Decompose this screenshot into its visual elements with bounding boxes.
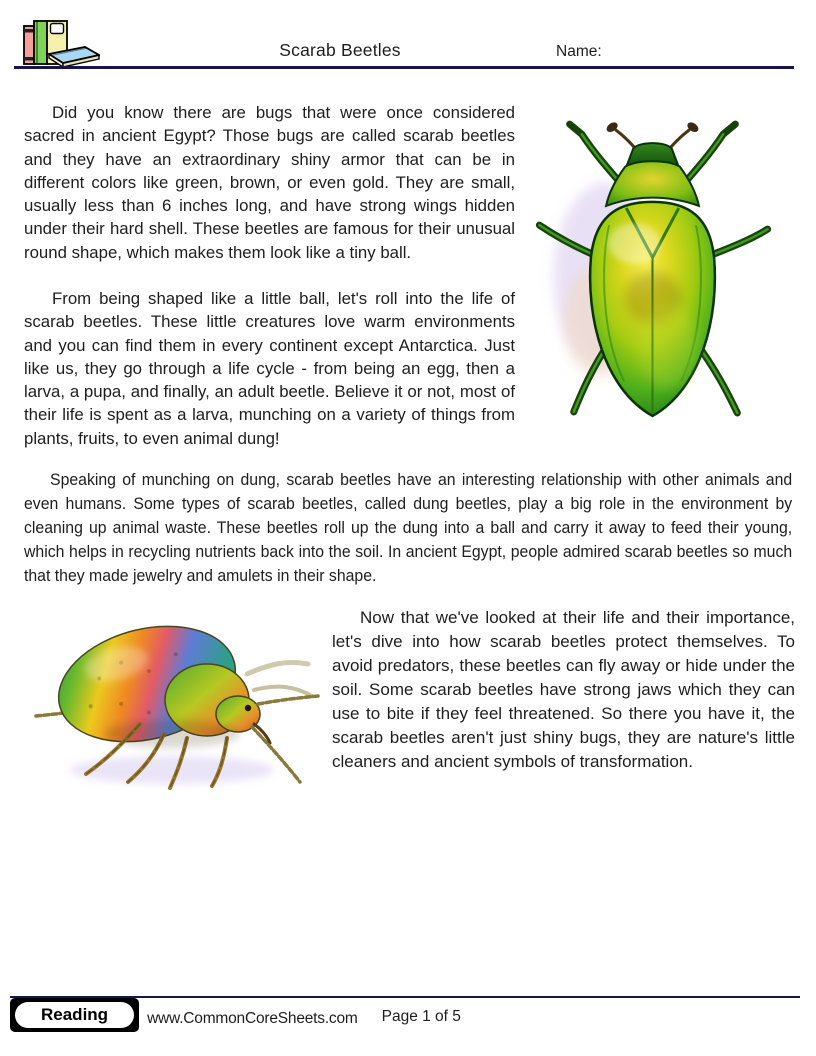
reading-category-badge [10, 998, 139, 1032]
logo-zone [14, 18, 124, 66]
reading-category-label: Reading [15, 1002, 134, 1028]
paragraph-2: From being shaped like a little ball, let's roll into the life of scarab beetles. These little creatures love warm environments and you can find them in every continent except Antarctica. Just like us, they go through a life cycle - from being an egg, then a larva, a pupa, and finally, an adult beetle. Believe it or not, most of their life is spent as a larva, munching on a variety of things from plants, fruits, to even animal dung! [24, 289, 515, 448]
header [14, 8, 794, 69]
iridescent-rainbow-beetle-side-view-photo [22, 612, 322, 805]
paragraph-3: Speaking of munching on dung, scarab beetles have an interesting relationship with other animals and even humans. Some types of scarab beetles, called dung beetles, play a big role in the environment by cleaning up animal waste. These beetles roll up the dung into a ball and carry it away to feed their young, which helps in recycling nutrients back into the soil. In ancient Egypt, people admired scarab beetles so much that they made jewelry and amulets in their shape. [24, 470, 793, 585]
name-label: Name: [556, 43, 602, 60]
worksheet-title: Scarab Beetles [279, 40, 401, 60]
website-text: www.CommonCoreSheets.com [147, 1010, 358, 1027]
page-number: Page 1 of 5 [381, 1008, 461, 1025]
paragraph-1: Did you know there are bugs that were once considered sacred in ancient Egypt? Those bugs are called scarab beetles and they have an extraordinary shiny armor that can be in different colors like green, brown, or even gold. They are small, usually less than 6 inches long, and have strong wings hidden under their hard shell. These beetles are famous for their unusual round shape, which makes them look like a tiny ball. [24, 103, 515, 262]
green-gold-scarab-beetle-top-view-photo [530, 104, 775, 427]
footer [10, 997, 461, 1033]
paragraph-4: Now that we've looked at their life and their importance, let's dive into how scarab beetles protect themselves. To avoid predators, these beetles can fly away or hide under the soil. Some scarab beetles have strong jaws which they can use to bite if they feel threatened. So there you have it, the scarab beetles aren't just shiny bugs, they are nature's little cleaners and ancient symbols of transformation. [332, 608, 795, 771]
stacked-books-icon [22, 18, 100, 66]
